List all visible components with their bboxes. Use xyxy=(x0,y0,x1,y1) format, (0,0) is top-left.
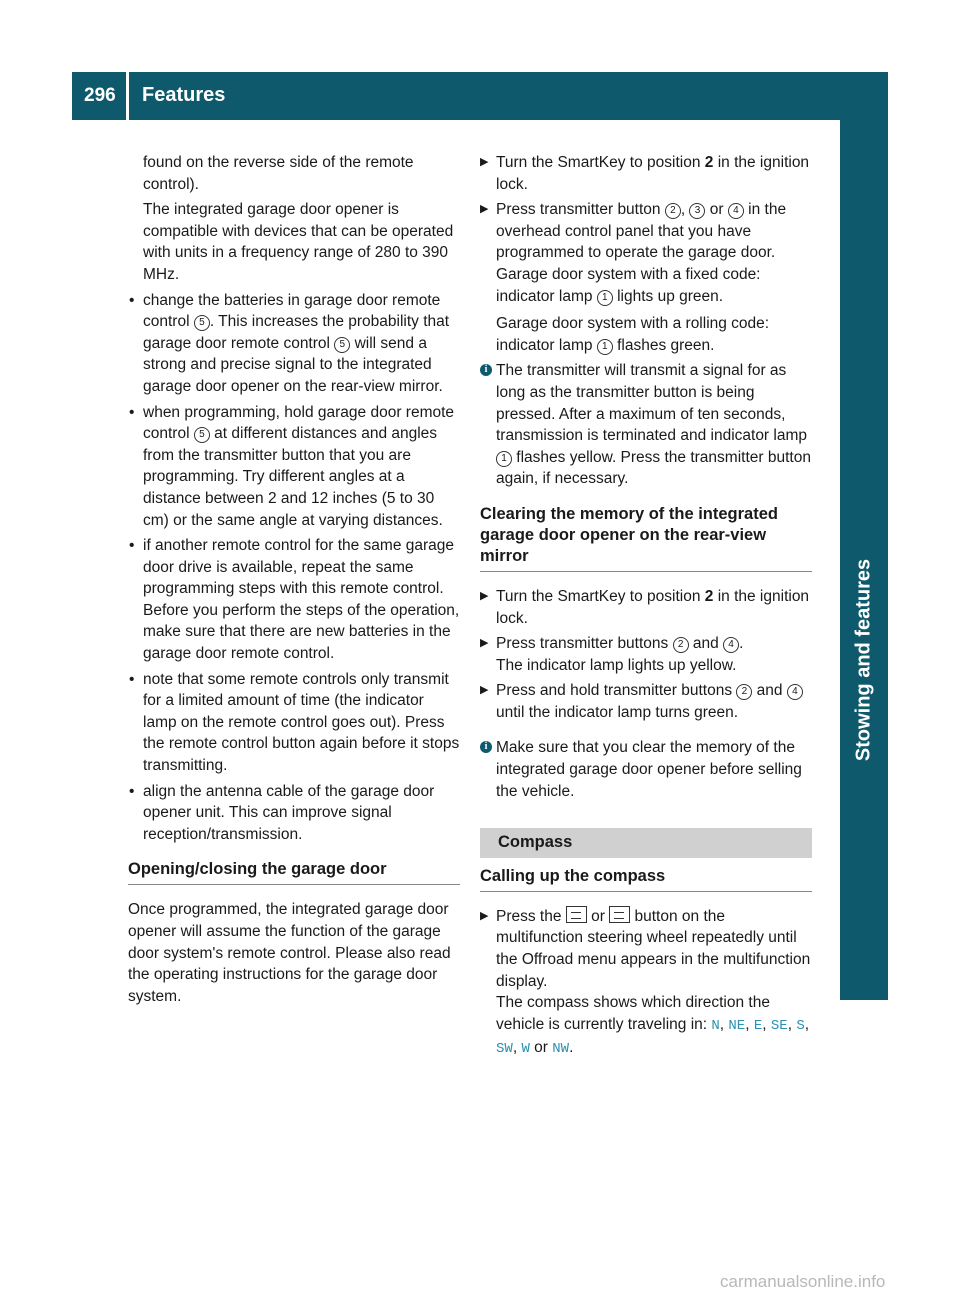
compass-direction: S xyxy=(796,1017,805,1034)
callout-2-icon: 2 xyxy=(736,684,752,700)
instruction-step: ▶ Press and hold transmitter buttons 2 and 4 until the indicator lamp turns green. xyxy=(480,680,812,723)
step-note: The indicator lamp lights up yellow. xyxy=(496,656,737,674)
arrow-icon: ▶ xyxy=(480,909,489,922)
instruction-step: ▶ Turn the SmartKey to position 2 in the ignition lock. xyxy=(480,154,810,193)
section-heading: Opening/closing the garage door xyxy=(128,859,460,885)
instruction-step: ▶ Press transmitter button 2 , 3 or 4 in the overhead control panel that you have programmed to operate the garage door. Garage door system with a fixed code: indicator lamp 1 lights up green. Garage door system with a rolling code: indicator lamp 1 flashes green. xyxy=(480,199,812,356)
list-item: • when programming, hold garage door remote control 5 at different distances and angles from the transmitter button that you are programming. Try different angles at a distance between 2 and 12 inches (5 to 30 cm) or the same angle at varying distances. xyxy=(129,403,455,529)
compass-direction: N xyxy=(711,1017,720,1034)
callout-5-icon: 5 xyxy=(194,315,210,331)
bullet-icon: • xyxy=(129,403,135,421)
callout-5-icon: 5 xyxy=(194,427,210,443)
left-column xyxy=(128,152,460,1007)
sidebar-section-label: Stowing and features xyxy=(852,558,875,762)
callout-1-icon: 1 xyxy=(496,451,512,467)
bullet-icon: • xyxy=(129,782,135,800)
info-note: i Make sure that you clear the memory of the integrated garage door opener before selling the vehicle. xyxy=(480,737,812,802)
callout-4-icon: 4 xyxy=(723,637,739,653)
step-note: The compass shows which direction the vehicle is currently traveling in: N, NE, E, SE, S, SW, W or NW. xyxy=(496,994,810,1058)
list-item: • change the batteries in garage door remote control 5 . This increases the probability that garage door remote control 5 will send a strong and precise signal to the integrated garage door opener on the rear-view mirror. xyxy=(129,291,450,395)
list-item: • align the antenna cable of the garage door opener unit. This can improve signal reception/transmission. xyxy=(129,782,435,843)
paragraph: Once programmed, the integrated garage door opener will assume the function of the garage door system's remote control. Please also read the operating instructions for the garage door system. xyxy=(128,901,451,1005)
header-divider xyxy=(126,72,129,120)
compass-direction: NW xyxy=(552,1041,570,1058)
compass-direction: W xyxy=(521,1041,530,1058)
continued-text: found on the reverse side of the remote control). xyxy=(143,154,414,193)
arrow-icon: ▶ xyxy=(480,589,489,602)
callout-1-icon: 1 xyxy=(597,339,613,355)
section-heading: Calling up the compass xyxy=(480,866,812,892)
section-bar: Compass xyxy=(480,828,812,858)
callout-2-icon: 2 xyxy=(665,203,681,219)
arrow-icon: ▶ xyxy=(480,203,489,216)
back-button-icon xyxy=(566,906,587,923)
instruction-step: ▶ Turn the SmartKey to position 2 in the ignition lock. xyxy=(480,587,810,627)
instruction-step: ▶ Press transmitter buttons 2 and 4 . The indicator lamp lights up yellow. xyxy=(480,633,812,676)
compat-text: The integrated garage door opener is compatible with devices that can be operated with units in a frequency range of 280 to 390 MHz. xyxy=(143,201,454,283)
compass-direction: SW xyxy=(496,1041,513,1058)
bullet-icon: • xyxy=(129,670,135,688)
callout-4-icon: 4 xyxy=(728,203,744,219)
callout-5-icon: 5 xyxy=(334,337,350,353)
instruction-step: ▶ Press the or button on the multifunction steering wheel repeatedly until the Offroad menu appears in the multifunction display. The compass shows which direction the vehicle is currently traveling in: N, NE, E, SE, S, SW, W or NW. xyxy=(480,906,812,1061)
step-note: Garage door system with a rolling code: indicator lamp 1 flashes green. xyxy=(496,315,770,354)
info-icon: i xyxy=(480,741,492,753)
list-item: • note that some remote controls only transmit for a limited amount of time (the indicator lamp on the remote control goes out). Press the remote control button again before it stops transmitting. xyxy=(129,670,460,775)
bullet-icon: • xyxy=(129,537,135,555)
callout-2-icon: 2 xyxy=(673,637,689,653)
forward-button-icon xyxy=(609,906,630,923)
arrow-icon: ▶ xyxy=(480,684,489,697)
page-number: 296 xyxy=(84,85,116,106)
callout-1-icon: 1 xyxy=(597,290,613,306)
callout-4-icon: 4 xyxy=(787,684,803,700)
compass-direction: SE xyxy=(770,1017,788,1034)
section-heading: Clearing the memory of the integrated garage door opener on the rear-view mirror xyxy=(480,504,812,572)
info-icon: i xyxy=(480,364,492,376)
compass-direction: NE xyxy=(728,1017,746,1034)
bullet-icon: • xyxy=(129,291,135,309)
list-item: • if another remote control for the same garage door drive is available, repeat the same programming steps with this remote control. Before you perform the steps of the operation, make sure that there are new batteries in the garage door remote control. xyxy=(129,537,460,663)
page-title: Features xyxy=(142,84,226,106)
arrow-icon: ▶ xyxy=(480,637,489,650)
right-column xyxy=(480,152,812,1065)
arrow-icon: ▶ xyxy=(480,156,489,168)
footer-watermark: carmanualsonline.info xyxy=(720,1272,886,1291)
compass-direction: E xyxy=(753,1017,763,1034)
info-note: i The transmitter will transmit a signal for as long as the transmitter button is being pressed. After a maximum of ten seconds, transmission is terminated and indicator lamp 1 flashes yellow. Press the transmitter button again, if necessary. xyxy=(480,360,812,490)
callout-3-icon: 3 xyxy=(689,203,705,219)
page-header xyxy=(72,72,888,120)
